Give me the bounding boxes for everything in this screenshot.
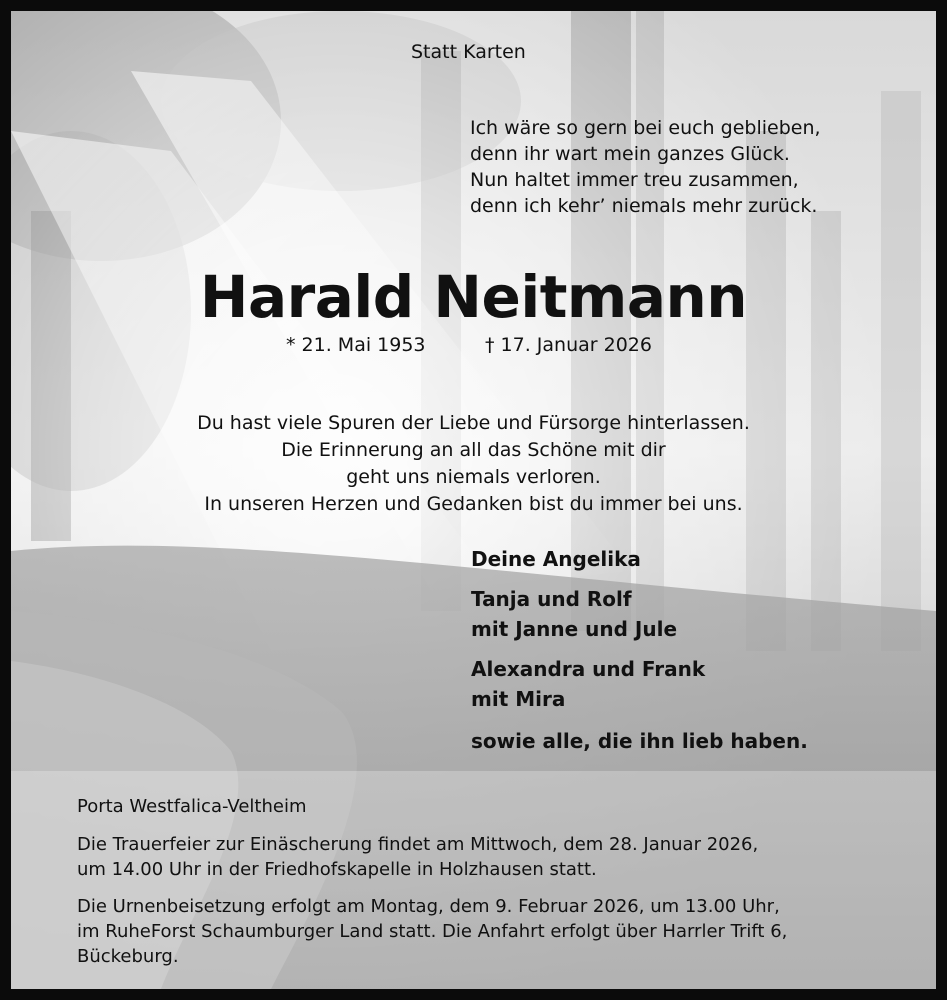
place-label: Porta Westfalica-Veltheim: [77, 796, 307, 817]
quote-line: Du hast viele Spuren der Liebe und Fürsorge hinterlassen.: [197, 412, 750, 434]
poem-line: denn ihr wart mein ganzes Glück.: [470, 143, 790, 165]
family-line: Deine Angelika: [471, 547, 641, 571]
info-line: im RuheForst Schaumburger Land statt. Die Anfahrt erfolgt über Harrler Trift 6,: [77, 921, 788, 942]
family-line: sowie alle, die ihn lieb haben.: [471, 729, 808, 753]
info-line: Die Trauerfeier zur Einäscherung findet am Mittwoch, dem 28. Januar 2026,: [77, 834, 759, 855]
quote-line: Die Erinnerung an all das Schöne mit dir: [281, 439, 666, 461]
family-line: Tanja und Rolf: [471, 587, 632, 611]
poem-line: denn ich kehr’ niemals mehr zurück.: [470, 195, 818, 217]
statt-karten-label: Statt Karten: [411, 41, 526, 63]
family-angelika: [471, 544, 641, 574]
poem-line: Ich wäre so gern bei euch geblieben,: [470, 117, 821, 139]
quote-line: In unseren Herzen und Gedanken bist du immer bei uns.: [204, 493, 743, 515]
funeral-info: [77, 832, 758, 882]
family-tanja: [471, 584, 677, 644]
quote-line: geht uns niemals verloren.: [346, 466, 601, 488]
birth-date: * 21. Mai 1953: [286, 334, 426, 356]
death-date: † 17. Januar 2026: [485, 334, 652, 356]
burial-info: [77, 894, 787, 969]
family-line: mit Janne und Jule: [471, 617, 678, 641]
info-line: Die Urnenbeisetzung erfolgt am Montag, dem 9. Februar 2026, um 13.00 Uhr,: [77, 896, 780, 917]
poem-line: Nun haltet immer treu zusammen,: [470, 169, 799, 191]
memorial-quote: [11, 410, 936, 518]
family-line: Alexandra und Frank: [471, 657, 706, 681]
deceased-name: Harald Neitmann: [199, 263, 748, 331]
info-line: Bückeburg.: [77, 946, 179, 967]
family-others: [471, 726, 808, 756]
info-line: um 14.00 Uhr in der Friedhofskapelle in Holzhausen statt.: [77, 859, 597, 880]
family-alexandra: [471, 654, 705, 714]
family-line: mit Mira: [471, 687, 566, 711]
poem: [470, 115, 821, 219]
